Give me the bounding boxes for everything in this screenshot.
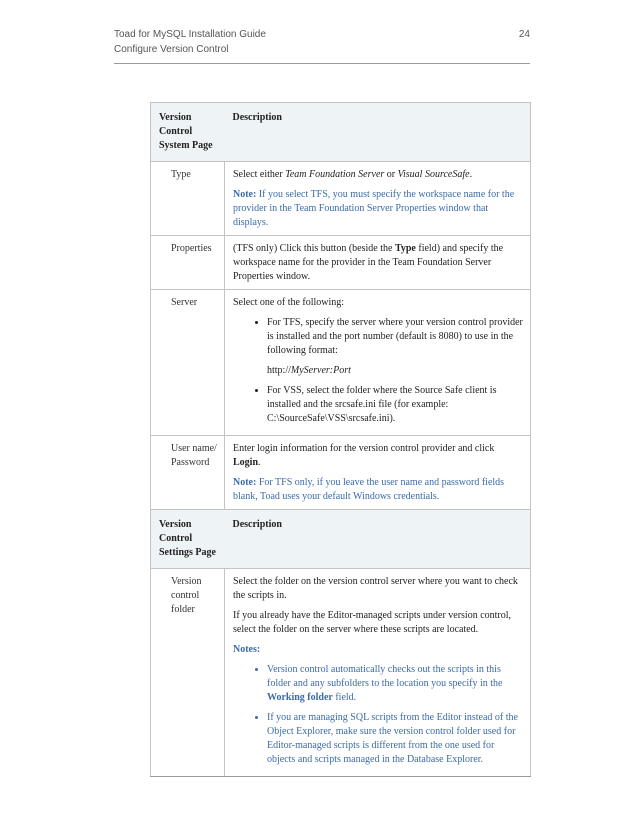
- table-row: [151, 162, 531, 236]
- table-row: [151, 436, 531, 510]
- table-row: [151, 290, 531, 436]
- notes-label: Notes:: [233, 644, 261, 655]
- settings-table: [150, 102, 531, 777]
- list-item: • If you are managing SQL scripts from the Editor instead of the Object Explorer, make sure the version control folder used for Editor-managed scripts is different from the one used for objects and scripts managed in the Database Explorer.: [267, 711, 524, 767]
- server-description: Select one of the following:: [233, 297, 345, 308]
- note-label: Note:: [233, 477, 257, 488]
- tfs-option: • For TFS, specify the server where your version control provider is installed and the port number (default is 8080) to use in the following format:: [267, 317, 523, 356]
- page-number: 24: [518, 29, 530, 40]
- row-description-user-password: [225, 436, 531, 510]
- header-rule: [114, 63, 530, 64]
- column-header-description: Description: [225, 510, 531, 569]
- table-header-row: [151, 510, 531, 569]
- page-header: [114, 27, 530, 57]
- section-title: Configure Version Control: [114, 44, 229, 55]
- column-header-description: Description: [225, 103, 531, 162]
- folder-description: Select the folder on the version control server where you want to check the scripts in.: [233, 576, 518, 601]
- table-row: [151, 569, 531, 777]
- type-note: [233, 188, 524, 230]
- note-label: Note:: [233, 189, 257, 200]
- row-label-type: Type: [151, 162, 225, 236]
- folder-description-2: If you already have the Editor-managed scripts under version control, select the folder on the server where these scripts are located.: [233, 610, 512, 635]
- list-item: [267, 316, 524, 378]
- row-label-user-password: User name/ Password: [151, 436, 225, 510]
- column-header-page: Version Control System Page: [151, 103, 225, 162]
- row-description-server: [225, 290, 531, 436]
- list-item: • Version control automatically checks out the scripts in this folder and any subfolders to the location you specify in the Working folder field.: [267, 663, 524, 705]
- type-description: Select either Team Foundation Server or Visual SourceSafe.: [233, 169, 473, 180]
- row-description-properties: [225, 236, 531, 290]
- row-description-type: [225, 162, 531, 236]
- user-description: Enter login information for the version control provider and click Login.: [233, 443, 495, 468]
- notes-list: [233, 663, 524, 767]
- row-label-properties: Properties: [151, 236, 225, 290]
- row-description-version-control-folder: [225, 569, 531, 777]
- list-item: [267, 384, 524, 426]
- table-row: [151, 236, 531, 290]
- table-header-row: [151, 103, 531, 162]
- user-note: [233, 476, 524, 504]
- note-text: For TFS only, if you leave the user name and password fields blank, Toad uses your default Windows credentials.: [233, 477, 505, 502]
- doc-title: Toad for MySQL Installation Guide: [114, 29, 266, 40]
- tfs-format: http://MyServer:Port: [267, 365, 351, 376]
- row-label-server: Server: [151, 290, 225, 436]
- server-options-list: [233, 316, 524, 426]
- row-label-version-control-folder: Version control folder: [151, 569, 225, 777]
- properties-description: (TFS only) Click this button (beside the Type field) and specify the workspace name for the provider in the Team Foundation Server Properties window.: [233, 243, 504, 282]
- note-text: If you select TFS, you must specify the workspace name for the provider in the Team Foundation Server Properties window that displays.: [233, 189, 515, 228]
- vss-option: • For VSS, select the folder where the Source Safe client is installed and the srcsafe.ini file (for example: C:\SourceSafe\VSS\srcsafe.ini).: [267, 385, 497, 424]
- column-header-page: Version Control Settings Page: [151, 510, 225, 569]
